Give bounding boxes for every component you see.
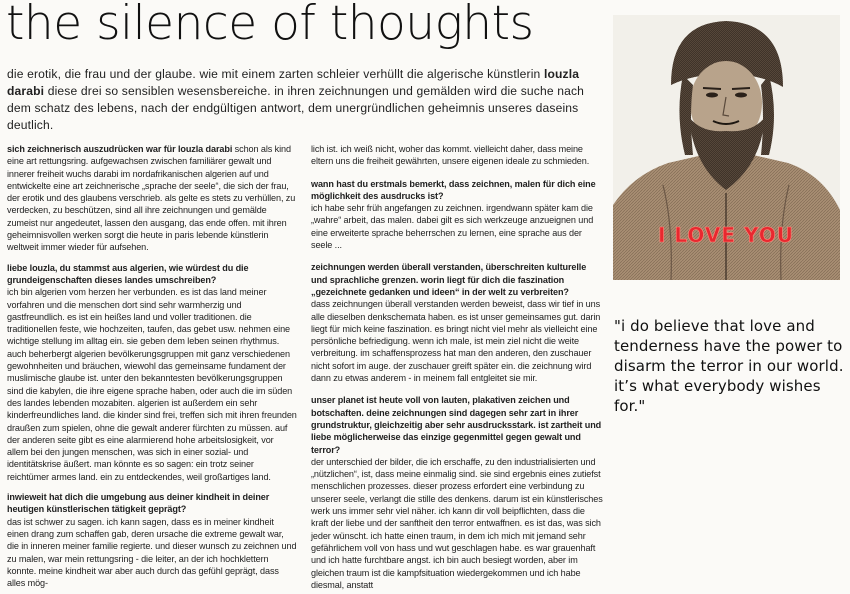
interview-answer: ich habe sehr früh angefangen zu zeichnen. irgendwann später kam die „wahre“ arbeit, das malen. dabei gilt es sich werkzeuge anzueignen und eine erweiterte sprache beherrschen zu lernen, eine sprache aus der seele ...: [311, 203, 594, 251]
interview-block: [7, 491, 297, 589]
article-paragraph: [7, 143, 297, 254]
intro-text-before: die erotik, die frau und der glaube. wie mit einem zarten schleier verhüllt die algerische künstlerin: [7, 67, 544, 81]
interview-question: inwieweit hat dich die umgebung aus deiner kindheit in deiner heutigen künstlerischen tätigkeit geprägt?: [7, 492, 270, 515]
interview-block: [311, 394, 603, 591]
interview-answer: ich bin algerien vom herzen her verbunden. es ist das land meiner vorfahren und die menschen dort sind sehr warmherzig und gastfreundlich. es ist ein heißes land und voller traditionen. die traditionellen feste, wie hochzeiten, taufen, das gebet usw. nehmen eine wichtige stellung im alltag ein. sie geben dem leben seinen rhythmus. auch beherbergt algerien bevölkerungsgruppen mit ganz verschiedenen gewohnheiten und bräuchen, wiewohl das gemeinsame fundament der muslimische glaube ist. unter den bekanntesten bevölkerungsgruppen sind die kabylen, die ihre eigene sprache haben, oder auch die im süden des landes lebenden mozabiten. algerien ist außerdem ein sehr kinderfreundliches land. die kinder sind frei, treffen sich mit ihren freunden draußen zum spielen, ohne die gewalt anderer fürchten zu müssen. auf der anderen seite gibt es eine alarmierend hohe arbeitslosigkeit, vor allem bei den jungen menschen, was sich in einer sozial- und identitätskrise äußert. man könnte es so sagen: ein trotz seiner reichtümer armes land. ein zu entdeckendes, weil großartiges land.: [7, 287, 297, 482]
portrait-drawing-icon: [613, 15, 840, 280]
interview-question: unser planet ist heute voll von lauten, plakativen zeichen und botschaften. deine zeichnungen sind dagegen sehr zart in ihrer grundstruktur, gleichzeitig aber sehr ausdrucksstark. ist zartheit und liebe möglicherweise das einzige gegenmittel gegen gewalt und terror?: [311, 395, 602, 455]
intro-paragraph: [7, 66, 597, 134]
body-text: schon als kind eine art rettungsring. aufgewachsen zwischen familiärer gewalt und innerer freiheit wuchs darabi im nordafrikanischen algerien auf und entwickelte eine art zeichnerische „sprache der seele“, die sich der frau, der erotik und des glaubens verschrieb. als gelte es stets zu verhüllen, zu verdecken, zu beschützen, sind all ihre zeichnungen und gemälde zumeist nur angedeutet, lassen den ausgang, das ende offen. mit ihren geheimnisvollen werken sorgt die heute in paris lebende künstlerin weltweit immer wieder für aufsehen.: [7, 144, 296, 253]
interview-answer: dass zeichnungen überall verstanden werden beweist, dass wir tief in uns alle dieselben denkschemata haben. es ist unser gemeinsames gut. darin liegt für mich keine faszination. es bringt nicht viel mehr als vielleicht eine persönliche befriedigung. wenn ich male, ist mein ziel nicht die weite verbreitung. im schaffensprozess hat man den anderen, den zuschauer nicht sofort im auge. der zuschauer greift später ein. die zeichnung wird dann zu etwas anderem - in meinem fall entgleitet sie mir.: [311, 299, 601, 384]
interview-answer: der unterschied der bilder, die ich erschaffe, zu den industrialisierten und „nützlichen“, ist, dass meine einmalig sind. sie sind ergebnis eines zutiefst menschlichen prozesses. dieser prozess erfordert eine verbindung zu unserer seele, verlangt die stille des denkens. darum ist ein künstlerisches werk uns immer sehr viel näher. ich kann dir voll beipflichten, dass die kraft der liebe und der sanftheit den terror entwaffnen. es ist das, was sich jeder wünscht. ich hatte einen traum, in dem ich mich mit jemand sehr gefährlichem voll von hass und wut geschlagen habe. es war grauenhaft und ich hatte furchtbare angst. ich bin auch besiegt worden, aber im gleichen traum ist die kampfsituation wiedergekommen und ich habe diesmal, anstatt: [311, 456, 603, 590]
body-text: lich ist. ich weiß nicht, woher das kommt. vielleicht daher, dass meine eltern uns die freiheit gewährten, unsere eigenen ideale zu schmieden.: [311, 144, 590, 167]
intro-text-after: diese drei so sensiblen wesensbereiche. in ihren zeichnungen und gemälden wird die suche nach dem schatz des lebens, nach der endgültigen antwort, dem unergründlichen geheimnis unseres daseins deutlich.: [7, 84, 585, 132]
interview-block: [7, 262, 297, 483]
lead-text: sich zeichnerisch auszudrücken war für louzla darabi: [7, 144, 233, 154]
interview-answer: das ist schwer zu sagen. ich kann sagen, dass es in meiner kindheit einen drang zum schaffen gab, deren ursache die extreme gewalt war, die in inneren meiner familie regierte. und dieser wunsch zu zeichnen und zu malen, war mein rettungsring - die leiter, an der ich hochklettern konnte. meine kindheit war aber auch durch das gefühl geprägt, dass alles mög-: [7, 516, 297, 589]
article-column-1: [7, 143, 297, 594]
interview-question: liebe louzla, du stammst aus algerien, wie würdest du die grundeigenschaften dieses landes umschreiben?: [7, 262, 249, 285]
interview-question: wann hast du erstmals bemerkt, dass zeichnen, malen für dich eine möglichkeit des ausdrucks ist?: [311, 178, 596, 201]
interview-question: zeichnungen werden überall verstanden, überschreiten kulturelle und sprachliche grenzen. worin liegt für dich die faszination „gezeichnete gedanken und ideen“ in der welt zu verbreiten?: [311, 262, 587, 297]
love-caption: I LOVE YOU: [657, 223, 795, 247]
article-paragraph: [311, 143, 603, 168]
page-title: the silence of thoughts: [6, 0, 534, 51]
article-column-2: [311, 143, 603, 594]
interview-block: [311, 261, 603, 384]
artwork-image: [613, 15, 840, 280]
artist-name: louzla darabi: [7, 67, 580, 98]
pull-quote: "i do believe that love and tenderness have the power to disarm the terror in our world. it’s what everybody wishes for.": [614, 317, 844, 415]
interview-block: [311, 178, 603, 252]
